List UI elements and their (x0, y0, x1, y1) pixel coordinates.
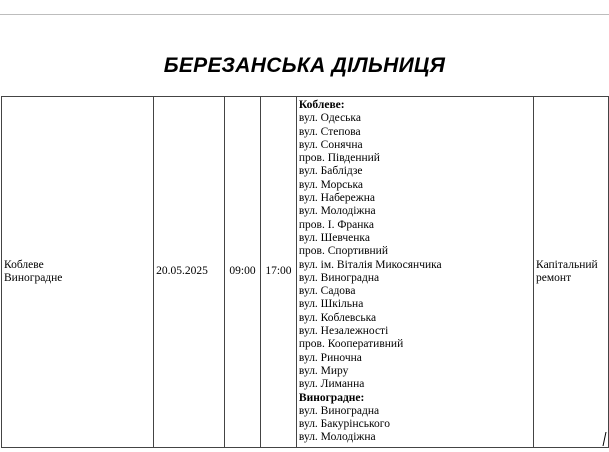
street-item: вул. Баблідзе (298, 165, 363, 178)
street-item: вул. Миру (298, 364, 349, 377)
street-item: вул. Сонячна (298, 138, 363, 151)
street-item: пров. І. Франка (298, 218, 374, 231)
street-item: вул. Шевченка (298, 231, 370, 244)
street-item: вул. Молодіжна (298, 431, 376, 444)
streets-cell (296, 97, 533, 448)
locality-group-heading: Виноградне: (298, 391, 365, 404)
page-title: БЕРЕЗАНСЬКА ДІЛЬНИЦЯ (163, 54, 446, 77)
street-item: вул. Коблевська (298, 311, 377, 324)
street-item: вул. Шкільна (298, 298, 364, 311)
street-item: вул. Бакурінського (298, 418, 390, 431)
start-time-cell: 09:00 (225, 97, 261, 448)
locality-group-heading: Коблеве: (298, 99, 345, 111)
street-item: вул. ім. Віталія Микосянчика (298, 258, 442, 271)
street-item: вул. Садова (298, 285, 356, 298)
street-item: вул. Виноградна (298, 271, 380, 284)
reason-cell (534, 97, 609, 448)
street-item: вул. Виноградна (298, 404, 380, 417)
reason-text: Капітальний (536, 258, 598, 271)
end-time-cell: 17:00 (260, 97, 296, 448)
street-item: вул. Набережна (298, 192, 375, 205)
date-cell: 20.05.2025 (154, 97, 225, 448)
top-divider (0, 14, 609, 15)
locality-name: Коблеве (4, 258, 44, 271)
reason-text: ремонт (536, 271, 572, 284)
street-item: пров. Спортивний (298, 245, 388, 258)
localities-cell (2, 97, 154, 448)
street-item: вул. Незалежності (298, 325, 389, 338)
street-item: вул. Одеська (298, 112, 361, 125)
street-item: вул. Морська (298, 178, 363, 191)
street-item: пров. Південний (298, 152, 380, 165)
table-row (2, 97, 609, 448)
street-item: вул. Лиманна (298, 378, 365, 391)
locality-name: Виноградне (4, 271, 63, 284)
street-item: вул. Риночна (298, 351, 362, 364)
street-item: вул. Степова (298, 125, 361, 138)
street-item: пров. Кооперативний (298, 338, 404, 351)
street-item: вул. Молодіжна (298, 205, 376, 218)
outage-schedule-table (1, 96, 609, 448)
